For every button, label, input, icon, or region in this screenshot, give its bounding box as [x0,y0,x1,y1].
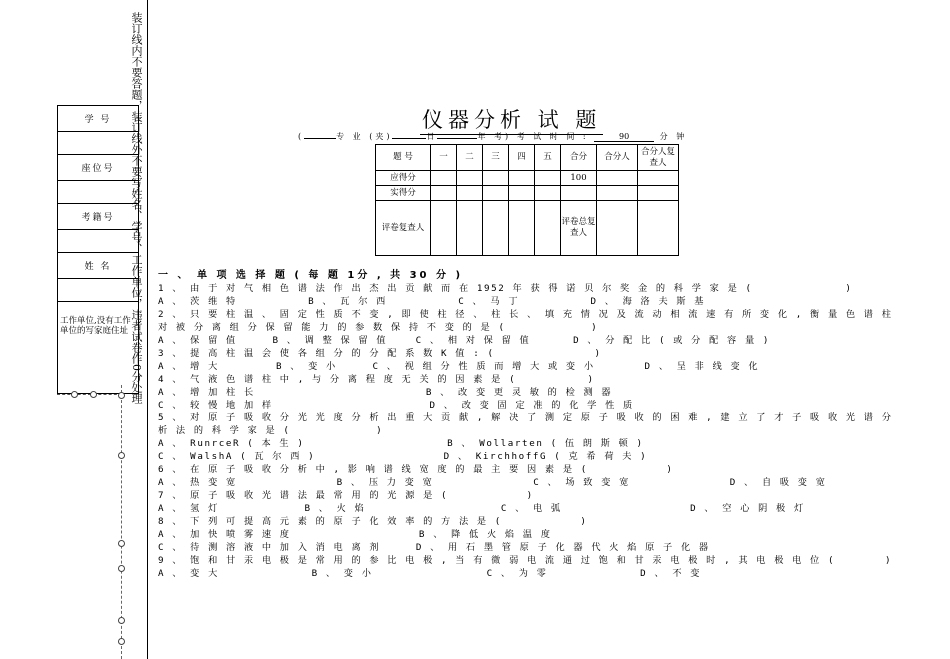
row-label: 实得分 [376,186,431,201]
student-info-table [57,105,139,394]
score-cell[interactable] [483,186,509,201]
student-id-label: 学 号 [58,106,139,132]
question-line: 2 、 只 要 柱 温 、 固 定 性 质 不 变 , 即 使 柱 径 、 柱 长 、 填 充 情 况 及 流 动 相 流 速 有 所 变 化 , 衡 量 色 谱 柱 [158,308,893,320]
score-table [375,144,679,256]
question-line: 4 、 气 液 色 谱 柱 中 , 与 分 离 程 度 无 关 的 因 素 是 ( ) [158,373,595,385]
score-header: 三 [483,145,509,171]
question-line: 6 、 在 原 子 吸 收 分 析 中 , 影 响 谱 线 宽 度 的 最 主 要 因 素 是 ( ) [158,464,674,476]
exam-subtitle: ( 专 业 (夹) 日 年 考) 考 试 时 间 : 90 分 钟 [298,132,688,141]
major-blank[interactable] [304,138,336,139]
workplace-label: 工作单位,没有工作单位的写家庭住址 [58,302,139,394]
question-line: A 、 增 加 柱 长 B 、 改 变 更 灵 敏 的 检 测 器 [158,386,613,398]
score-cell[interactable] [509,186,535,201]
binding-notice: 装订线内不要答题，装订线外不要写姓名、学号、工作单位，违者试卷作0分处理 [130,12,143,404]
exam-duration: 90 [594,132,654,142]
question-line: A 、 变 大 B 、 变 小 C 、 为 零 D 、 不 变 [158,567,702,579]
question-line: A 、 增 大 B 、 变 小 C 、 视 组 分 性 质 而 增 大 或 变 小 D 、 呈 非 线 变 化 [158,360,760,372]
exam-title: 仪器分析 试 题 [420,104,603,135]
row-label: 应得分 [376,171,431,186]
score-cell[interactable] [561,186,597,201]
row-label: 评卷复查人 [376,201,431,256]
binding-hole [71,391,78,398]
score-cell[interactable] [457,186,483,201]
year-blank[interactable] [437,138,477,139]
score-header: 四 [509,145,535,171]
question-line: 析 法 的 科 学 家 是 ( ) [158,425,384,437]
score-cell[interactable] [535,186,561,201]
binding-hole [118,452,125,459]
score-cell[interactable] [597,186,638,201]
question-line: C 、 WalshA ( 瓦 尔 西 ) D 、 KirchhoffG ( 克 希 荷 夫 ) [158,451,648,463]
question-line: A 、 茨 维 特 B 、 瓦 尔 西 C 、 马 丁 D 、 海 洛 夫 斯 基 [158,295,706,307]
review-total-label: 评卷总复查人 [561,201,597,256]
seat-number-blank[interactable] [58,181,139,204]
score-header: 合分 [561,145,597,171]
question-line: 1 、 由 于 对 气 相 色 谱 法 作 出 杰 出 贡 献 而 在 1952 年 获 得 诺 贝 尔 奖 金 的 科 学 家 是 ( ) [158,282,853,294]
question-line: C 、 较 慢 地 加 样 D 、 改 变 固 定 准 的 化 学 性 质 [158,399,634,411]
binding-hole [118,392,125,399]
question-line: 5 、 对 原 子 吸 收 分 光 光 度 分 析 出 重 大 贡 献 , 解 决 了 测 定 原 子 吸 收 的 困 难 , 建 立 了 才 子 吸 收 光 谱 分 [158,412,893,424]
binding-hole [118,617,125,624]
day-blank[interactable] [392,138,426,139]
question-line: A 、 氢 灯 B 、 火 焰 C 、 电 弧 D 、 空 心 阴 极 灯 [158,503,805,515]
exam-number-blank[interactable] [58,230,139,253]
binding-hole [90,391,97,398]
total-score: 100 [561,171,597,186]
section-heading: 一 、 单 项 选 择 题 ( 每 题 1分 , 共 30 分 ) [158,270,464,281]
binding-hole [118,565,125,572]
score-header: 一 [431,145,457,171]
binding-hole [118,638,125,645]
question-list [158,270,898,581]
question-line: A 、 保 留 值 B 、 调 整 保 留 值 C 、 相 对 保 留 值 D 、 分 配 比 ( 或 分 配 容 量 ) [158,334,770,346]
score-cell[interactable] [638,186,679,201]
score-header: 题 号 [376,145,431,171]
score-header: 合分人复查人 [638,145,679,171]
score-header: 五 [535,145,561,171]
question-line: 对 被 分 离 组 分 保 留 能 力 的 参 数 保 持 不 变 的 是 ( ) [158,321,599,333]
question-line: 9 、 饱 和 甘 汞 电 极 是 常 用 的 参 比 电 极 , 当 有 微 弱 电 流 通 过 饱 和 甘 汞 电 极 时 , 其 电 极 电 位 ( ) [158,554,893,566]
question-line: 8 、 下 列 可 提 高 元 素 的 原 子 化 效 率 的 方 法 是 ( ) [158,516,588,528]
seat-number-label: 座位号 [58,155,139,181]
question-line: A 、 加 快 喷 雾 速 度 B 、 降 低 火 焰 温 度 [158,529,552,541]
student-id-blank[interactable] [58,132,139,155]
question-line: 3 、 提 高 柱 温 会 使 各 组 分 的 分 配 系 数 K 值 : ( ) [158,347,602,359]
question-line: 7 、 原 子 吸 收 光 谱 法 最 常 用 的 光 源 是 ( ) [158,490,534,502]
binding-line [147,0,148,659]
question-line: C 、 待 测 溶 液 中 加 入 消 电 离 剂 D 、 用 石 墨 管 原 子 化 器 代 火 焰 原 子 化 器 [158,542,710,554]
score-cell[interactable] [431,186,457,201]
question-line: A 、 热 变 宽 B 、 压 力 变 宽 C 、 场 致 变 宽 D 、 自 吸 变 宽 [158,477,827,489]
name-label: 姓 名 [58,253,139,279]
exam-number-label: 考籍号 [58,204,139,230]
binding-hole [118,540,125,547]
name-blank[interactable] [58,279,139,302]
score-header: 二 [457,145,483,171]
score-header: 合分人 [597,145,638,171]
question-line: A 、 RunrceR ( 本 生 ) B 、 Wollarten ( 伍 朗 斯 顿 ) [158,438,644,450]
